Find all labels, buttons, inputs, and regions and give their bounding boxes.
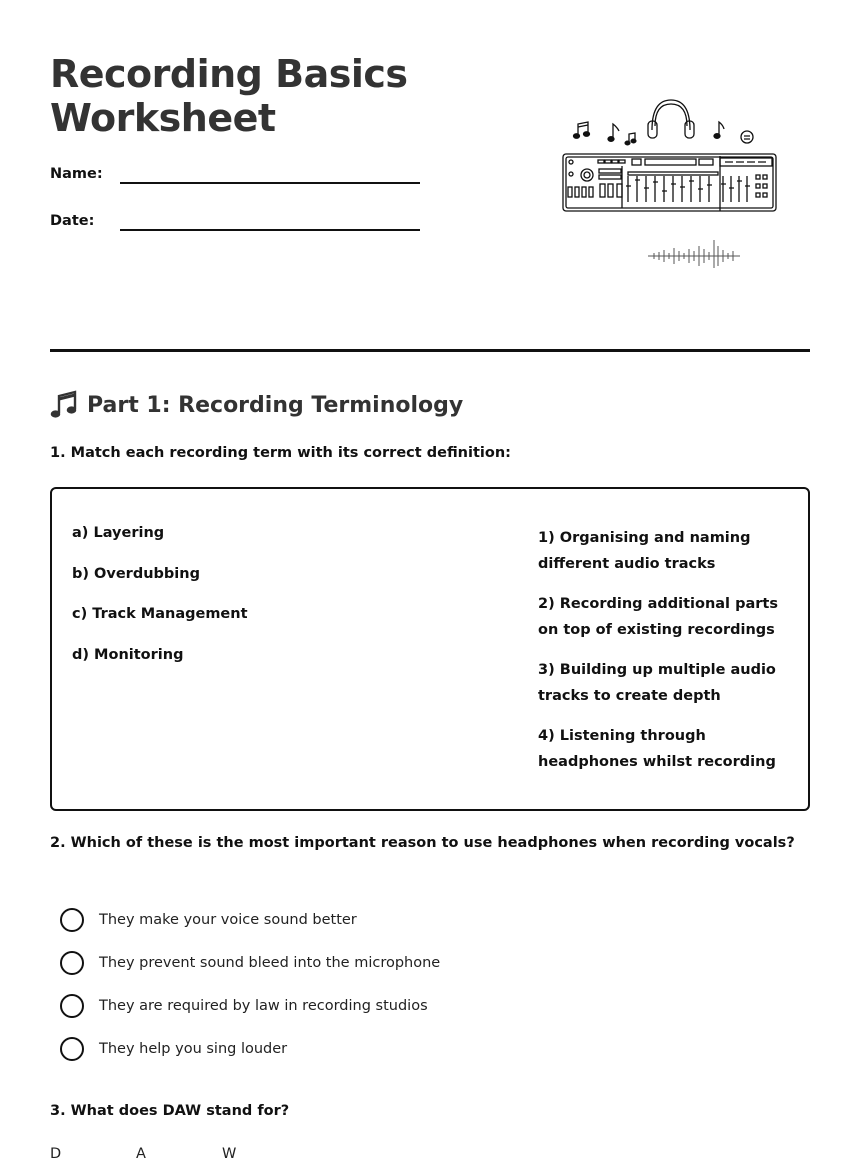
option-item[interactable] (60, 1027, 440, 1070)
music-notes-icon (574, 122, 725, 145)
recording-studio-illustration (560, 96, 780, 268)
date-line[interactable] (120, 229, 420, 231)
option-label: They help you sing louder (99, 1040, 288, 1057)
question-2-prompt: 2. Which of these is the most important reason to use headphones when recording vocals? (50, 835, 795, 851)
question-2-options (60, 898, 440, 1070)
definition-item: 2) Recording additional parts on top of existing recordings (538, 596, 778, 638)
daw-letter-d: D (50, 1146, 62, 1162)
option-item[interactable] (60, 898, 440, 941)
radio-button[interactable] (60, 908, 84, 932)
part1-title: Part 1: Recording Terminology (87, 392, 464, 418)
name-label: Name: (50, 166, 103, 182)
option-item[interactable] (60, 941, 440, 984)
matching-box (50, 487, 810, 811)
radio-button[interactable] (60, 994, 84, 1018)
radio-button[interactable] (60, 951, 84, 975)
radio-button[interactable] (60, 1037, 84, 1061)
page-title: Recording Basics Worksheet (50, 52, 408, 140)
term-item: b) Overdubbing (72, 565, 200, 582)
definition-item: 4) Listening through headphones whilst recording (538, 728, 776, 770)
part1-heading (50, 388, 463, 422)
section-divider (50, 349, 810, 352)
option-label: They make your voice sound better (99, 911, 357, 928)
term-item: d) Monitoring (72, 646, 184, 663)
headphones-icon (648, 100, 694, 138)
option-label: They prevent sound bleed into the microphone (99, 954, 441, 971)
option-item[interactable] (60, 984, 440, 1027)
definition-item: 3) Building up multiple audio tracks to create depth (538, 662, 776, 704)
waveform-icon (648, 240, 740, 268)
daw-letter-w: W (222, 1146, 237, 1162)
date-field (50, 213, 430, 243)
mixing-console-icon (563, 154, 776, 211)
name-field (50, 166, 430, 196)
daw-letter-a: A (136, 1146, 146, 1162)
term-item: a) Layering (72, 525, 165, 541)
question-1-prompt: 1. Match each recording term with its correct definition: (50, 445, 511, 461)
smiley-icon (741, 131, 753, 143)
definition-item: 1) Organising and naming different audio tracks (538, 530, 751, 572)
music-note-icon (50, 390, 78, 420)
question-3-prompt: 3. What does DAW stand for? (50, 1103, 290, 1119)
option-label: They are required by law in recording studios (99, 997, 428, 1014)
term-item: c) Track Management (72, 606, 248, 622)
date-label: Date: (50, 213, 95, 229)
terms-list (72, 525, 248, 687)
definitions-list (538, 525, 800, 789)
name-line[interactable] (120, 182, 420, 184)
